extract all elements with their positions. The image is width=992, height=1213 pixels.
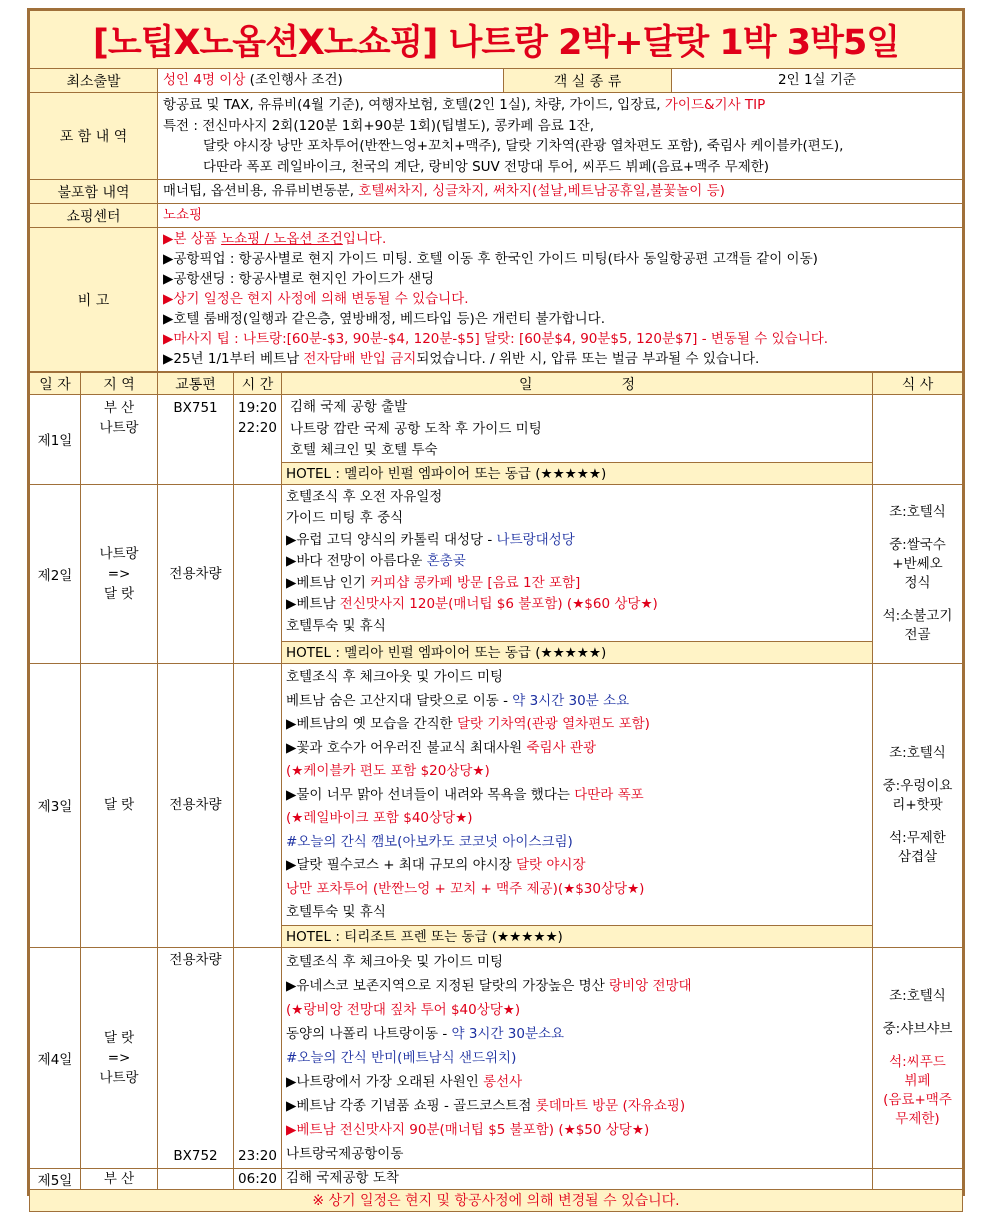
day-2-item-6 <box>286 594 868 616</box>
include-line-1 <box>163 95 957 116</box>
min-depart-red: 성인 4명 이상 <box>163 72 246 89</box>
day-3-item-4-a: ▶꽃과 호수가 어우러진 불교식 최대사원 <box>286 739 527 756</box>
schedule-table <box>29 372 963 1212</box>
min-depart-value <box>158 69 504 93</box>
day-3-item-3 <box>286 713 868 737</box>
day-1-row <box>30 395 963 485</box>
day-3-label: 제3일 <box>30 664 81 948</box>
day-4-item-4 <box>286 1022 868 1046</box>
room-label: 객 실 종 류 <box>504 69 672 93</box>
day-4-region-3: 나트랑 <box>99 1069 139 1086</box>
day-3-item-6-a: ▶물이 너무 맑아 선녀들이 내려와 목욕을 했다는 <box>286 786 575 803</box>
day-4-dinner-3: (음료+맥주 <box>883 1091 952 1108</box>
include-line-3: 달랏 야시장 낭만 포차투어(반짠느엉+꼬치+맥주), 달랏 기차역(관광 열차편도 포함), 죽림사 케이블카(편도), <box>203 138 844 154</box>
day-5-label: 제5일 <box>30 1168 81 1189</box>
day-2-lunch-3: 정식 <box>904 574 931 591</box>
day-3-item-2-b: 약 3시간 30분 소요 <box>512 692 630 709</box>
day-4-region-1: 달 랏 <box>103 1029 135 1046</box>
day-4-item-2-a: ▶유네스코 보존지역으로 지정된 달랏의 가장높은 명산 <box>286 977 610 994</box>
exclude-label: 불포함 내역 <box>30 180 158 204</box>
day-3-breakfast: 조:호텔식 <box>889 744 946 761</box>
day-3-item-7: (★레일바이크 포함 $40상당★) <box>286 810 473 826</box>
day-4-item-2-b: 랑비앙 전망대 <box>609 977 692 994</box>
day-3-transport: 전용차량 <box>158 664 234 948</box>
day-3-item-3-b: 달랏 기차역(관광 열차편도 포함) <box>457 716 650 732</box>
day-4-item-9: 나트랑국제공항이동 <box>286 1145 404 1162</box>
min-depart-note: (조인행사 조건) <box>245 72 343 89</box>
note-7 <box>163 349 957 369</box>
day-1-item-1: 김해 국제 공항 출발 <box>290 399 408 415</box>
min-depart-label: 최소출발 <box>30 69 158 93</box>
day-1-region-1: 부 산 <box>103 400 135 416</box>
footer-notice: ※ 상기 일정은 현지 및 항공사정에 의해 변경될 수 있습니다. <box>30 1189 963 1211</box>
day-3-item-2 <box>286 690 868 714</box>
note-5: ▶호텔 룸배정(일행과 같은층, 옆방배정, 베드타입 등)은 개런티 불가합니다. <box>163 311 606 327</box>
day-4-item-4-a: 동양의 나폴리 나트랑이동 - <box>286 1025 452 1042</box>
day-4-item-7-b: 롯데마트 방문 (자유쇼핑) <box>535 1097 686 1114</box>
note-3: ▶공항샌딩 : 항공사별로 현지인 가이드가 샌딩 <box>163 271 435 287</box>
day-4-row <box>30 947 963 1168</box>
day-2-schedule <box>282 484 873 664</box>
day-3-dinner-2: 삼겹살 <box>897 848 938 865</box>
shop-value: 노쇼핑 <box>158 204 963 228</box>
day-2-region-3: 달 랏 <box>103 585 135 602</box>
day-5-row <box>30 1168 963 1189</box>
day-2-lunch-1: 중:쌀국수 <box>889 536 946 553</box>
day-4-lunch: 중:샤브샤브 <box>882 1020 953 1037</box>
day-5-item-1: 김해 국제공항 도착 <box>286 1169 399 1186</box>
include-tip-text: 가이드&기사 TIP <box>664 97 766 113</box>
day-4-region-2: => <box>107 1049 131 1066</box>
day-2-meal <box>873 484 963 664</box>
day-4-dinner-2: 뷔페 <box>904 1072 931 1089</box>
exclude-red-text: 호텔써차지, 싱글차지, 써차지(설날,베트남공휴일,불꽃놀이 등) <box>358 183 725 200</box>
note-1-c: 입니다. <box>342 231 387 247</box>
day-1-transport: BX751 <box>158 395 234 485</box>
day-2-item-3-a: ▶유럽 고딕 양식의 카톨릭 대성당 - <box>286 531 497 548</box>
day-2-hotel: HOTEL : 멜리아 빈펄 엠파이어 또는 동급 (★★★★★) <box>282 641 872 663</box>
room-value: 2인 1실 기준 <box>672 69 963 93</box>
note-1-b: 노쇼핑 / 노옵션 조건 <box>221 231 343 247</box>
day-2-region-2: => <box>107 565 131 582</box>
day-4-item-5: #오늘의 간식 반미(베트남식 샌드위치) <box>286 1049 517 1066</box>
day-4-item-1: 호텔조식 후 체크아웃 및 가이드 미팅 <box>286 953 504 970</box>
day-1-hotel: HOTEL : 멜리아 빈펄 엠파이어 또는 동급 (★★★★★) <box>282 462 872 484</box>
day-4-transport <box>158 947 234 1168</box>
day-2-label: 제2일 <box>30 484 81 664</box>
info-table <box>29 10 963 372</box>
include-line-4: 다딴라 폭포 레일바이크, 천국의 계단, 랑비앙 SUV 전망대 투어, 씨푸드 뷔페(음료+맥주 무제한) <box>203 158 770 175</box>
day-2-region <box>81 484 158 664</box>
note-7-a: ▶25년 1/1부터 베트남 <box>163 351 304 367</box>
day-2-region-1: 나트랑 <box>99 545 139 562</box>
day-2-item-4-a: ▶바다 전망이 아름다운 <box>286 553 427 569</box>
day-2-item-4 <box>286 551 868 573</box>
day-5-transport <box>158 1168 234 1189</box>
day-5-time: 06:20 <box>234 1168 282 1189</box>
note-1-a: ▶본 상품 <box>163 231 222 247</box>
day-3-item-3-a: ▶베트남의 옛 모습을 간직한 <box>286 716 457 732</box>
day-1-label: 제1일 <box>30 395 81 485</box>
header-transport: 교통편 <box>158 373 234 395</box>
day-4-schedule <box>282 947 873 1168</box>
note-2: ▶공항픽업 : 항공사별로 현지 가이드 미팅. 호텔 이동 후 한국인 가이드 미팅(타사 동일항공편 고객들 같이 이동) <box>163 251 818 267</box>
day-1-region <box>81 395 158 485</box>
day-4-breakfast: 조:호텔식 <box>889 987 946 1004</box>
day-2-dinner-2: 전골 <box>904 626 931 643</box>
day-3-item-9 <box>286 854 868 878</box>
include-line-2: 특전 : 전신마사지 2회(120분 1회+90분 1회)(팁별도), 콩카페 음료 1잔, <box>163 117 595 134</box>
day-4-item-7-a: ▶베트남 각종 기념품 쇼핑 - 골드코스트점 <box>286 1097 536 1114</box>
day-4-region <box>81 947 158 1168</box>
shop-label: 쇼핑센터 <box>30 204 158 228</box>
day-3-meal <box>873 664 963 948</box>
day-1-item-3: 호텔 체크인 및 호텔 투숙 <box>290 442 438 458</box>
day-2-item-3-b: 나트랑대성당 <box>496 531 575 548</box>
day-3-hotel: HOTEL : 티리조트 프렌 또는 동급 (★★★★★) <box>282 925 872 947</box>
day-2-item-1: 호텔조식 후 오전 자유일정 <box>286 488 443 505</box>
include-label: 포 함 내 역 <box>30 93 158 180</box>
note-6: ▶마사지 팁 : 나트랑:[60분-$3, 90분-$4, 120분-$5] 달랏: [60분$4, 90분$5, 120분$7] - 변동될 수 있습니다. <box>163 331 829 347</box>
header-region: 지 역 <box>81 373 158 395</box>
day-2-item-2: 가이드 미팅 후 중식 <box>286 510 404 526</box>
day-4-transport-1: 전용차량 <box>169 951 222 968</box>
day-3-item-1: 호텔조식 후 체크아웃 및 가이드 미팅 <box>286 669 504 685</box>
day-4-item-4-b: 약 3시간 30분소요 <box>451 1025 565 1042</box>
day-1-meal <box>873 395 963 485</box>
day-3-region: 달 랏 <box>81 664 158 948</box>
day-2-item-5-b: 커피샵 콩카페 방문 [음료 1잔 포함] <box>370 574 581 591</box>
note-7-c: 되었습니다. / 위반 시, 압류 또는 벌금 부과될 수 있습니다. <box>416 351 760 367</box>
day-4-item-6 <box>286 1070 868 1094</box>
day-1-time-1: 19:20 <box>238 400 277 416</box>
header-itinerary: 일 정 <box>282 373 873 395</box>
note-4: ▶상기 일정은 현지 사정에 의해 변동될 수 있습니다. <box>163 291 469 307</box>
day-1-time <box>234 395 282 485</box>
day-4-time: 23:20 <box>234 947 282 1168</box>
day-5-schedule <box>282 1168 873 1189</box>
day-3-schedule <box>282 664 873 948</box>
day-5-meal <box>873 1168 963 1189</box>
day-3-row <box>30 664 963 948</box>
day-3-item-2-a: 베트남 숨은 고산지대 달랏으로 이동 - <box>286 692 513 709</box>
day-4-item-2 <box>286 974 868 998</box>
day-3-item-5: (★케이블카 편도 포함 $20상당★) <box>286 763 490 779</box>
day-2-item-6-a: ▶베트남 <box>286 596 340 612</box>
day-4-item-6-b: 롱선사 <box>483 1073 523 1090</box>
day-3-lunch-2: 리+핫팟 <box>892 796 943 813</box>
include-line-1-text: 항공료 및 TAX, 유류비(4월 기준), 여행자보험, 호텔(2인 1실), 차량, 가이드, 입장료, <box>163 97 665 113</box>
day-2-item-5-a: ▶베트남 인기 <box>286 574 371 591</box>
day-2-row <box>30 484 963 664</box>
note-value <box>158 228 963 372</box>
day-3-item-4 <box>286 737 868 761</box>
day-4-label: 제4일 <box>30 947 81 1168</box>
day-3-item-10: 낭만 포차투어 (반짠느엉 + 꼬치 + 맥주 제공)(★$30상당★) <box>286 880 645 897</box>
day-1-item-2: 나트랑 깜란 국제 공항 도착 후 가이드 미팅 <box>290 420 542 437</box>
day-2-dinner-1: 석:소불고기 <box>882 607 953 624</box>
day-1-time-2: 22:20 <box>238 420 277 436</box>
day-3-item-6 <box>286 784 868 808</box>
day-2-item-4-b: 혼총곶 <box>426 553 466 569</box>
day-2-transport: 전용차량 <box>158 484 234 664</box>
include-value <box>158 93 963 180</box>
note-7-b: 전자담배 반입 금지 <box>303 351 417 367</box>
day-4-item-6-a: ▶나트랑에서 가장 오래된 사원인 <box>286 1073 484 1090</box>
day-3-item-9-b: 달랏 야시장 <box>516 857 586 873</box>
itinerary-document <box>27 8 965 1209</box>
day-5-region: 부 산 <box>81 1168 158 1189</box>
day-2-item-7: 호텔투숙 및 휴식 <box>286 617 386 634</box>
day-2-item-3 <box>286 530 868 552</box>
exclude-black-text: 매너팁, 옵션비용, 유류비변동분, <box>163 183 359 200</box>
day-3-item-8: #오늘의 간식 깸보(아보카도 코코넛 아이스크림) <box>286 833 573 850</box>
note-label: 비 고 <box>30 228 158 372</box>
day-4-dinner-1: 석:씨푸드 <box>889 1053 946 1070</box>
day-1-schedule <box>282 395 873 485</box>
header-time: 시 간 <box>234 373 282 395</box>
day-2-item-5 <box>286 573 868 595</box>
page-title: [노팁X노옵션X노쇼핑] 나트랑 2박+달랏 1박 3박5일 <box>92 22 900 63</box>
header-day: 일 자 <box>30 373 81 395</box>
day-3-time <box>234 664 282 948</box>
day-2-time <box>234 484 282 664</box>
day-3-item-11: 호텔투숙 및 휴식 <box>286 904 386 920</box>
title-cell <box>30 11 963 69</box>
day-4-dinner-4: 무제한) <box>895 1110 940 1127</box>
day-4-item-7 <box>286 1094 868 1118</box>
day-4-meal <box>873 947 963 1168</box>
day-3-lunch-1: 중:우렁이요 <box>882 777 953 794</box>
day-3-item-4-b: 죽림사 관광 <box>526 739 596 756</box>
day-4-transport-2: BX752 <box>173 1147 218 1164</box>
exclude-value <box>158 180 963 204</box>
note-1 <box>163 229 957 249</box>
day-4-item-3: (★랑비앙 전망대 짚차 투어 $40상당★) <box>286 1001 521 1018</box>
day-3-item-9-a: ▶달랏 필수코스 + 최대 규모의 야시장 <box>286 857 517 873</box>
day-2-lunch-2: +반쎄오 <box>892 555 943 572</box>
day-4-item-8: ▶베트남 전신맛사지 90분(매너팁 $5 불포함) (★$50 상당★) <box>286 1121 650 1138</box>
day-1-region-2: 나트랑 <box>99 420 139 436</box>
day-2-breakfast: 조:호텔식 <box>889 503 946 520</box>
day-3-dinner-1: 석:무제한 <box>889 829 946 846</box>
header-meal: 식 사 <box>873 373 963 395</box>
day-2-item-6-b: 전신맛사지 120분(매너팁 $6 불포함) (★$60 상당★) <box>339 596 658 612</box>
day-3-item-6-b: 다딴라 폭포 <box>574 786 644 803</box>
